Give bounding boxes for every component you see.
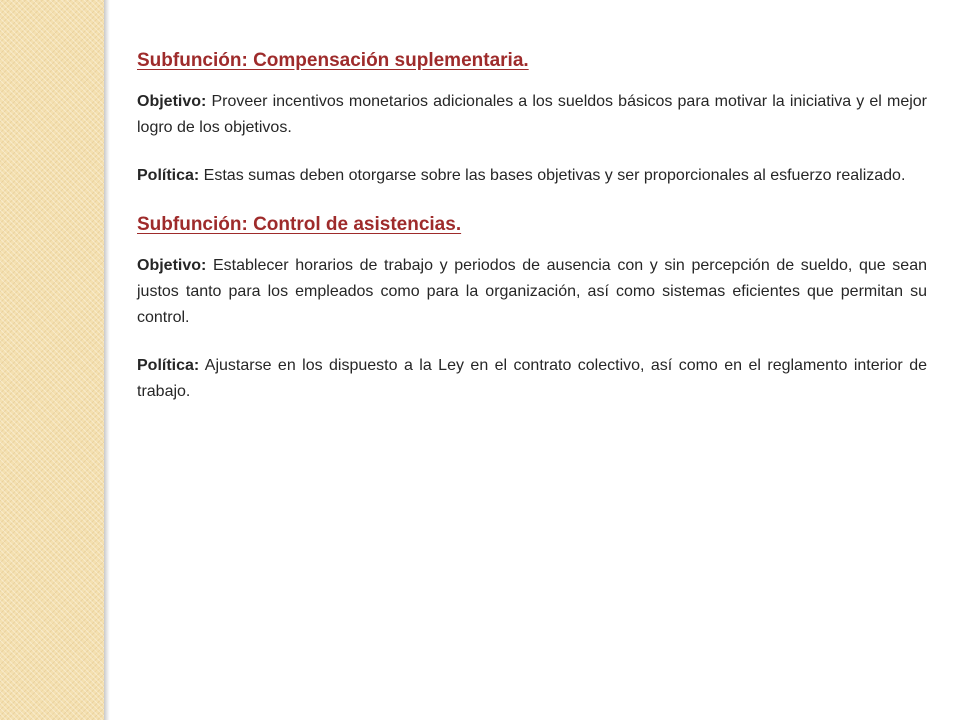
section-heading: Subfunción: Control de asistencias. (137, 214, 462, 235)
decorative-side-band (0, 0, 104, 720)
policy-paragraph (137, 163, 927, 189)
policy-label: Política: (137, 357, 200, 374)
objective-paragraph (137, 89, 927, 141)
policy-text: Estas sumas deben otorgarse sobre las bases objetivas y ser proporcionales al esfuerzo realizado. (199, 167, 906, 184)
policy-label: Política: (137, 167, 200, 184)
objective-text: Proveer incentivos monetarios adicionales a los sueldos básicos para motivar la iniciativa y el mejor logro de los objetivos. (137, 93, 927, 136)
objective-label: Objetivo: (137, 257, 207, 274)
section-heading: Subfunción: Compensación suplementaria. (137, 50, 529, 71)
side-band-shadow (104, 0, 110, 720)
section-asistencias (137, 211, 927, 405)
objective-label: Objetivo: (137, 93, 207, 110)
policy-paragraph (137, 353, 927, 405)
policy-text: Ajustarse en los dispuesto a la Ley en el contrato colectivo, así como en el reglamento interior de trabajo. (137, 357, 927, 400)
slide-content (137, 47, 927, 405)
objective-paragraph (137, 253, 927, 331)
objective-text: Establecer horarios de trabajo y periodos de ausencia con y sin percepción de sueldo, que sean justos tanto para los empleados como para la organización, así como sistemas eficientes que permitan su control. (137, 257, 927, 326)
section-compensacion (137, 47, 927, 189)
